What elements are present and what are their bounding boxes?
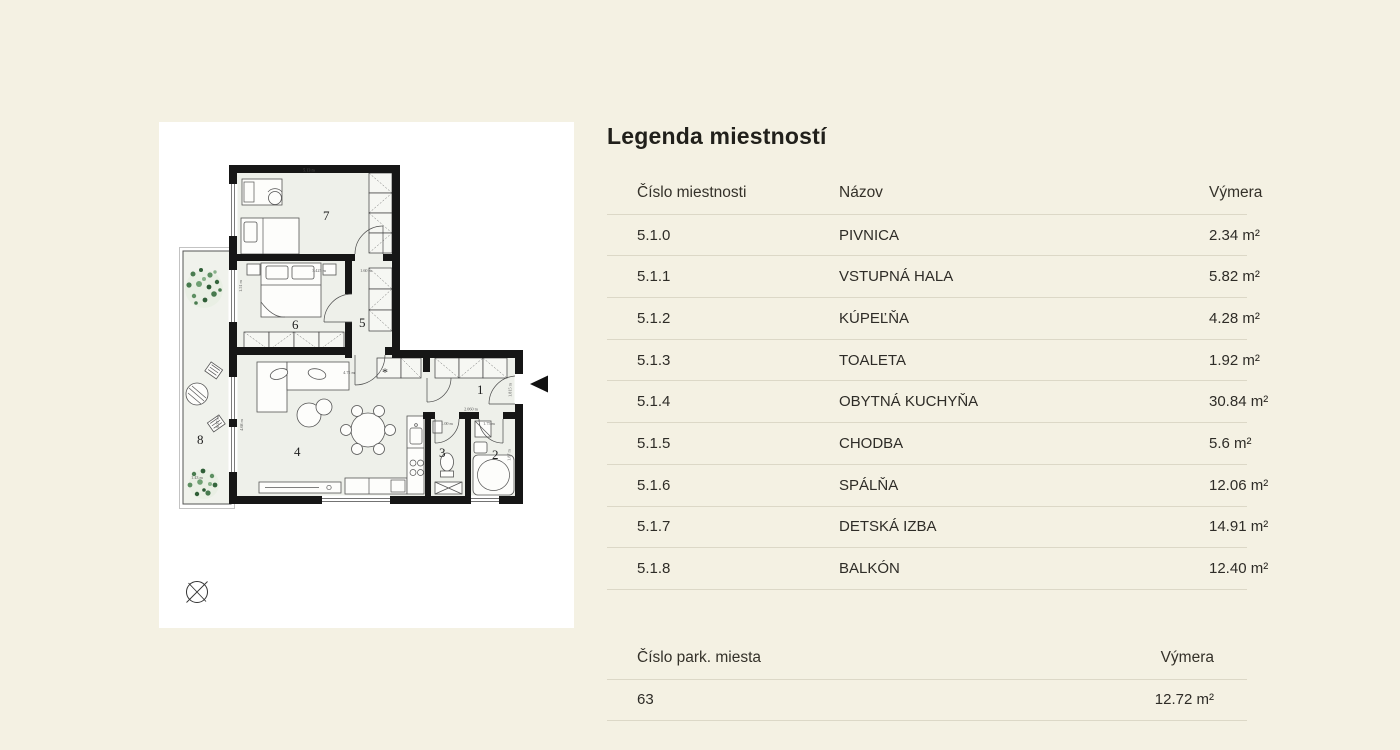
room-name-cell: KÚPEĽŇA <box>839 309 910 327</box>
room-name-cell: VSTUPNÁ HALA <box>839 268 954 286</box>
header-room-number: Číslo miestnosti <box>637 184 747 202</box>
header-parking-area: Výmera <box>1160 649 1214 667</box>
svg-text:1.815 m: 1.815 m <box>507 383 513 397</box>
room-label-6: 6 <box>292 317 299 332</box>
room-name-cell: TOALETA <box>839 351 906 369</box>
svg-text:1.00 m: 1.00 m <box>441 421 453 426</box>
room-number-cell: 5.1.4 <box>637 393 671 411</box>
legend-section <box>607 121 1269 721</box>
room-area-cell: 2.34 m² <box>1209 226 1260 244</box>
entrance-arrow-icon <box>530 376 548 393</box>
room-area-cell: 4.28 m² <box>1209 309 1260 327</box>
rooms-table <box>607 173 1269 590</box>
table-row <box>607 423 1252 465</box>
room-number-cell: 5.1.5 <box>637 434 671 452</box>
svg-text:2.060 m: 2.060 m <box>464 406 478 412</box>
parking-area-cell: 12.72 m² <box>1154 691 1214 709</box>
room-area-cell: 12.40 m² <box>1209 560 1269 578</box>
room-name-cell: PIVNICA <box>839 226 900 244</box>
room-label-7: 7 <box>323 208 330 223</box>
room-area-cell: 5.6 m² <box>1209 434 1252 452</box>
room-name-cell: SPÁLŇA <box>839 476 899 494</box>
table-row <box>607 548 1269 590</box>
room-number-cell: 5.1.6 <box>637 476 671 494</box>
svg-text:3.425 m: 3.425 m <box>312 268 326 273</box>
room-name-cell: OBYTNÁ KUCHYŇA <box>839 393 979 411</box>
svg-text:1.43 m: 1.43 m <box>191 475 203 480</box>
room-label-1: 1 <box>477 382 484 397</box>
room-label-5: 5 <box>359 315 366 330</box>
room-number-cell: 5.1.0 <box>637 226 671 244</box>
room-label-4: 4 <box>294 444 301 459</box>
room-label-2: 2 <box>492 447 499 462</box>
svg-text:4.71 m: 4.71 m <box>343 370 355 375</box>
shaft-symbol: * <box>382 365 388 379</box>
parking-number-cell: 63 <box>637 691 654 709</box>
svg-text:8.37 m: 8.37 m <box>215 416 220 428</box>
table-row <box>607 215 1260 257</box>
table-row <box>607 680 1247 722</box>
svg-text:4.68 m: 4.68 m <box>239 419 244 431</box>
room-name-cell: CHODBA <box>839 434 904 452</box>
compass-icon <box>187 582 208 603</box>
svg-text:1.75 m: 1.75 m <box>483 421 495 426</box>
room-area-cell: 1.92 m² <box>1209 351 1260 369</box>
parking-table <box>607 638 1247 721</box>
room-area-cell: 30.84 m² <box>1209 393 1269 411</box>
svg-text:1.51 m: 1.51 m <box>238 280 243 292</box>
room-number-cell: 5.1.3 <box>637 351 671 369</box>
header-room-area: Výmera <box>1209 184 1263 202</box>
svg-text:1.60 m: 1.60 m <box>360 268 372 273</box>
table-row <box>607 256 1260 298</box>
svg-text:1.87 m: 1.87 m <box>506 449 512 461</box>
room-area-cell: 12.06 m² <box>1209 476 1269 494</box>
room-name-cell: BALKÓN <box>839 560 900 578</box>
rooms-table-header <box>607 173 1263 215</box>
table-row <box>607 340 1260 382</box>
floor-plan-drawing <box>159 122 574 628</box>
room-area-cell: 5.82 m² <box>1209 268 1260 286</box>
room-label-8: 8 <box>197 432 204 447</box>
floor-plan-panel <box>159 122 574 628</box>
room-area-cell: 14.91 m² <box>1209 518 1269 536</box>
room-label-3: 3 <box>439 445 446 460</box>
header-parking-number: Číslo park. miesta <box>637 649 762 667</box>
room-name-cell: DETSKÁ IZBA <box>839 518 937 536</box>
room-number-cell: 5.1.1 <box>637 268 671 286</box>
table-row <box>607 381 1269 423</box>
table-row <box>607 298 1260 340</box>
balcony-area <box>180 248 235 509</box>
svg-text:5.13 m: 5.13 m <box>303 167 315 173</box>
table-row <box>607 465 1269 507</box>
header-room-name: Názov <box>839 184 883 202</box>
room-number-cell: 5.1.7 <box>637 518 671 536</box>
room-number-cell: 5.1.8 <box>637 560 671 578</box>
room-number-cell: 5.1.2 <box>637 309 671 327</box>
table-row <box>607 507 1269 549</box>
page-title: Legenda miestností <box>607 123 827 149</box>
parking-table-header <box>607 638 1247 680</box>
